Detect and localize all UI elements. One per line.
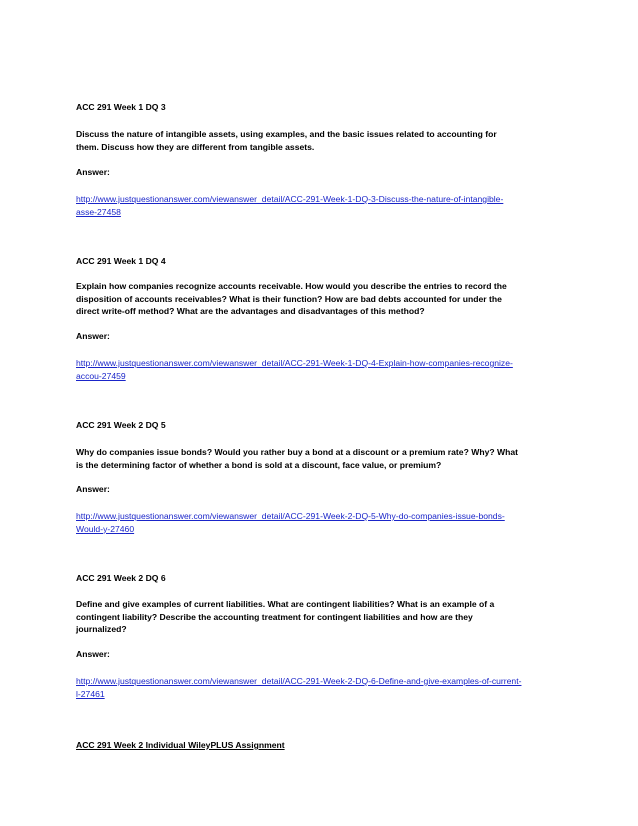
section-2-answer-link[interactable]: http://www.justquestionanswer.com/viewanswer_detail/ACC-291-Week-1-DQ-4-Explain-how-companies-recognize- accou-27459 [76, 358, 513, 381]
question-line: Why do companies issue bonds? Would you rather buy a bond at a discount or a premium rate? Why? What [76, 447, 518, 457]
section-1-answer-label: Answer: [76, 167, 110, 177]
section-1-answer-link[interactable]: http://www.justquestionanswer.com/viewanswer_detail/ACC-291-Week-1-DQ-3-Discuss-the-nature-of-intangible- asse-27458 [76, 194, 504, 217]
final-heading-text: ACC 291 Week 2 Individual WileyPLUS Assignment [76, 740, 285, 750]
question-line: Define and give examples of current liabilities. What are contingent liabilities? What is an example of a [76, 599, 495, 609]
question-line: direct write-off method? What are the advantages and disadvantages of this method? [76, 306, 425, 317]
section-3-heading: ACC 291 Week 2 DQ 5 [76, 420, 166, 430]
section-2-heading: ACC 291 Week 1 DQ 4 [76, 256, 166, 266]
final-heading [76, 739, 566, 752]
section-3-question [76, 446, 566, 471]
section-4-answer-label: Answer: [76, 649, 110, 659]
section-1-question [76, 128, 566, 153]
section-3-answer-label: Answer: [76, 484, 110, 494]
question-line: Explain how companies recognize accounts receivable. How would you describe the entries to record the [76, 281, 507, 291]
section-4-question [76, 598, 566, 636]
question-line: them. Discuss how they are different from tangible assets. [76, 141, 315, 152]
question-line: Discuss the nature of intangible assets, using examples, and the basic issues related to accounting for [76, 129, 497, 139]
section-1-heading: ACC 291 Week 1 DQ 3 [76, 102, 166, 112]
section-4-heading: ACC 291 Week 2 DQ 6 [76, 573, 166, 583]
question-line: is the determining factor of whether a bond is sold at a discount, face value, or premium? [76, 459, 442, 470]
section-4-answer-link[interactable]: http://www.justquestionanswer.com/viewanswer_detail/ACC-291-Week-2-DQ-6-Define-and-give-examples-of-current- l-27461 [76, 676, 522, 699]
question-line: journalized? [76, 624, 127, 635]
question-line: disposition of accounts receivables? What is their function? How are bad debts accounted for under the [76, 293, 502, 304]
section-3-answer-link[interactable]: http://www.justquestionanswer.com/viewanswer_detail/ACC-291-Week-2-DQ-5-Why-do-companies-issue-bonds- Would-y-27460 [76, 511, 505, 534]
section-2-question [76, 280, 566, 318]
question-line: contingent liability? Describe the accounting treatment for contingent liabilities and how are they [76, 611, 473, 622]
section-2-answer-label: Answer: [76, 331, 110, 341]
